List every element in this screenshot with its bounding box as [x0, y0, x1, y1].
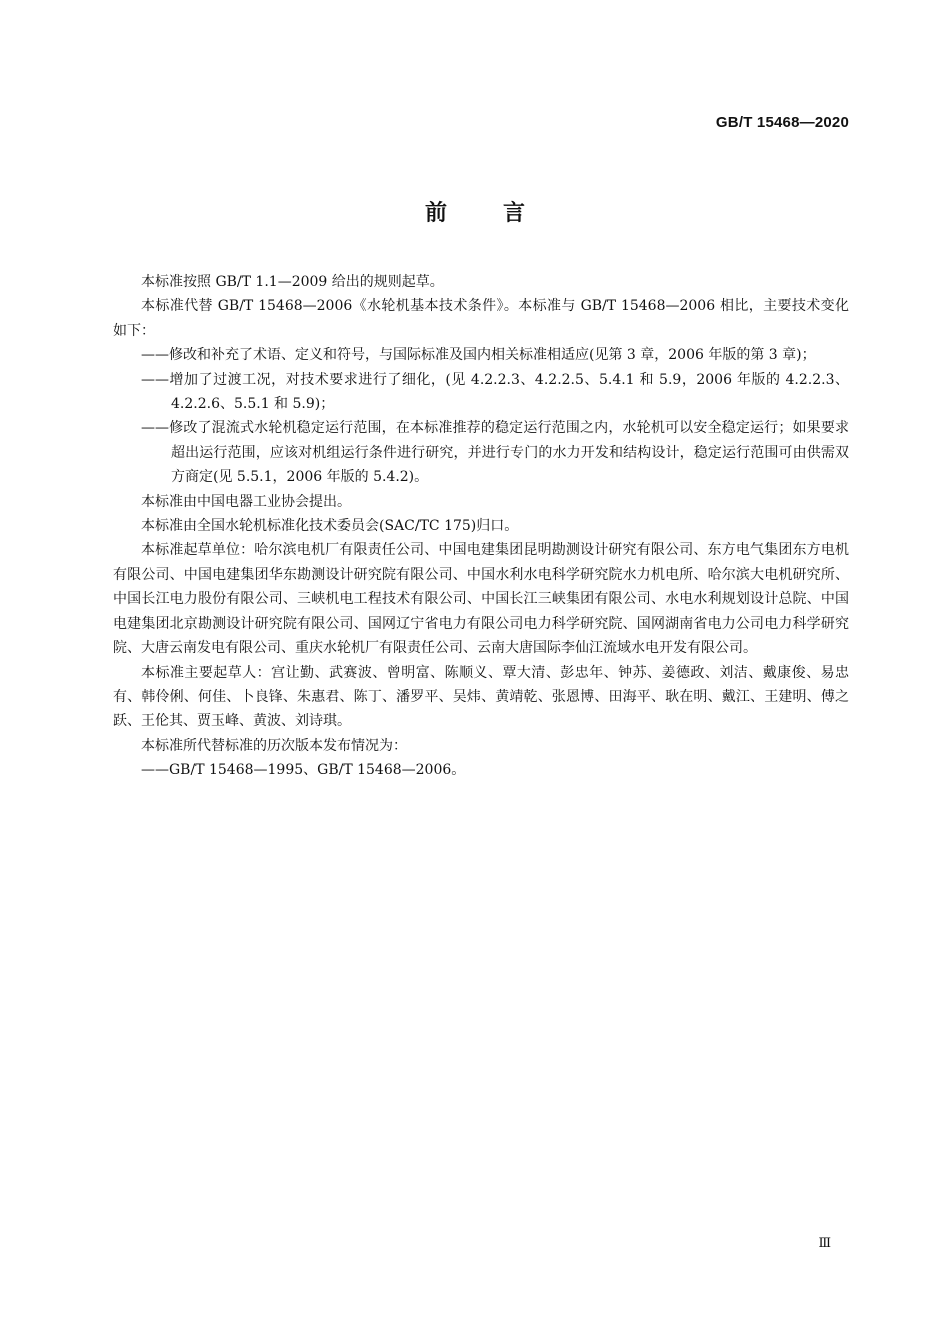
standard-code: GB/T 15468—2020 — [715, 114, 849, 131]
administration-paragraph: 本标准由全国水轮机标准化技术委员会(SAC/TC 175)归口。 — [141, 518, 519, 535]
history-intro-paragraph: 本标准所代替标准的历次版本发布情况为： — [141, 737, 407, 754]
change-item: ——修改和补充了术语、定义和符号，与国际标准及国内相关标准相适应(见第 3 章，2006 年版的第 3 章)； — [141, 347, 816, 364]
history-item: ——GB/T 15468—1995、GB/T 15468—2006。 — [141, 762, 466, 779]
drafting-units-paragraph: 本标准起草单位：哈尔滨电机厂有限责任公司、中国电建集团昆明勘测设计研究有限公司、东方电气集团东方电机有限公司、中国电建集团华东勘测设计研究院有限公司、中国水利水电科学研究院水力机电所、哈尔滨大电机研究所、中国长江电力股份有限公司、三峡机电工程技术有限公司、中国长江三峡集团有限公司、水电水利规划设计总院、中国电建集团北京勘测设计研究院有限公司、国网辽宁省电力有限公司电力科学研究院、国网湖南省电力公司电力科学研究院、大唐云南发电有限公司、重庆水轮机厂有限责任公司、云南大唐国际李仙江流域水电开发有限公司。 — [113, 542, 849, 657]
document-body — [113, 270, 849, 783]
proposer-paragraph: 本标准由中国电器工业协会提出。 — [141, 493, 351, 510]
drafters-paragraph: 本标准主要起草人：宫让勤、武赛波、曾明富、陈顺义、覃大清、彭忠年、钟苏、姜德政、刘洁、戴康俊、易忠有、韩伶俐、何佳、卜良锋、朱惠君、陈丁、潘罗平、吴炜、黄靖乾、张恩博、田海平、耿在明、戴江、王建明、傅之跃、王伦其、贾玉峰、黄波、刘诗琪。 — [113, 664, 849, 730]
change-item: ——增加了过渡工况，对技术要求进行了细化，(见 4.2.2.3、4.2.2.5、5.4.1 和 5.9，2006 年版的 4.2.2.3、4.2.2.6、5.5.1 和 5.9)； — [141, 371, 849, 413]
page-number: Ⅲ — [818, 1236, 831, 1251]
change-item: ——修改了混流式水轮机稳定运行范围，在本标准推荐的稳定运行范围之内，水轮机可以安全稳定运行；如果要求超出运行范围，应该对机组运行条件进行研究，并进行专门的水力开发和结构设计，稳定运行范围可由供需双方商定(见 5.5.1，2006 年版的 5.4.2)。 — [141, 420, 849, 486]
page-title: 前言 — [424, 201, 581, 226]
drafting-rules-paragraph: 本标准按照 GB/T 1.1—2009 给出的规则起草。 — [141, 274, 444, 290]
replacement-paragraph: 本标准代替 GB/T 15468—2006《水轮机基本技术条件》。本标准与 GB/T 15468—2006 相比，主要技术变化如下： — [113, 298, 849, 339]
